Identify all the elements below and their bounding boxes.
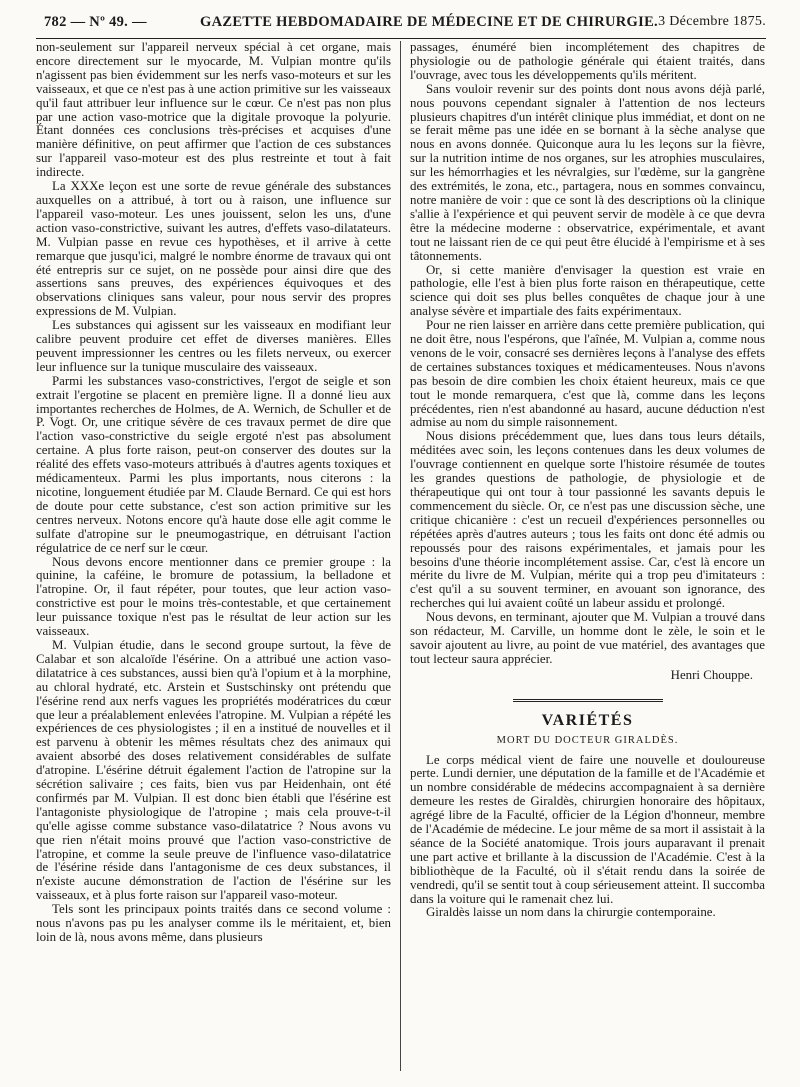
paragraph: non-seulement sur l'appareil nerveux spécial à cet organe, mais encore directement sur le myocarde, M. Vulpian montre qu'ils n'agissent pas bien évidemment sur les nerfs vaso-moteurs et sur les vaisseaux, et que ce n'est pas à une action primitive sur les vaisseaux qu'il faut attribuer leur influence sur le cœur. Ce n'est pas non plus par une action vaso-motrice que la digitale provoque la polyurie. Étant données ces conclusions très-précises et acquises d'une manière définitive, on peut affirmer que l'action de ces substances sur l'appareil vaso-moteur est des plus restreinte et tout à fait indirecte.: [36, 40, 391, 180]
paragraph: Nous disions précédemment que, lues dans tous leurs détails, méditées avec soin, les leçons contenues dans les deux volumes de l'ouvrage contiennent en quelque sorte l'histoire résumée de toutes les grandes questions de pathologie, de physiologie et de thérapeutique qui ont tour à tour passionné les savants depuis le commencement du siècle. Or, ce n'est pas une discussion sèche, une critique chicanière : c'est un recueil d'expériences personnelles ou répétées après d'autres auteurs ; tous les faits ont donc été admis ou repoussés pour des raisons expérimentales, et jamais pour les besoins d'une théorie incomplétement assise. Car, c'est là encore un mérite du livre de M. Vulpian, mérite qui a trop peu d'imitateurs : c'est qu'il a su souvent terminer, en avouant son ignorance, des recherches qui lui avaient coûté un labeur assidu et prolongé.: [410, 429, 765, 611]
issue-date: 3 Décembre 1875.: [658, 14, 766, 29]
page-number: 782 — Nº 49. —: [44, 14, 147, 30]
section-title: VARIÉTÉS: [541, 711, 634, 729]
page-header: [36, 14, 766, 38]
paragraph: M. Vulpian étudie, dans le second groupe surtout, la fève de Calabar et son alcaloïde l'ésérine. On a attribué une action vaso-dilatatrice à ces substances, aussi bien qu'à l'opium et à la morphine, au chloral hydraté, etc. Arstein et Sustschinsky ont prétendu que l'ésérine rend aux nerfs vagues les propriétés modératrices du cœur que leur a préalablement enlevées l'atropine. M. Vulpian a répété les expériences de ces physiologistes ; il en a institué de nouvelles et il est parvenu à obtenir les mêmes résultats chez des animaux qui avaient absorbé des doses relativement considérables de sulfate d'atropine. L'ésérine détruit également l'action de l'atropine sur la sécrétion salivaire ; ces faits, bien vus par Heidenhain, ont été confirmés par M. Vulpian. Il est donc bien établi que l'ésérine est l'antagoniste physiologique de l'atropine ; mais cela prouve-t-il qu'elle agisse comme substance vaso-dilatatrice ? Nous avons vu que rien n'était moins prouvé que l'action vaso-constrictive de l'atropine, et comme la seule preuve de l'influence vaso-dilatatrice de l'ésérine réside dans l'antagonisme de ces deux substances, il n'existe aucune démonstration de l'action de l'ésérine sur les vaisseaux, et à plus forte raison sur l'appareil vaso-moteur.: [36, 637, 391, 903]
paragraph: Nous devons encore mentionner dans ce premier groupe : la quinine, la caféine, le bromure de potassium, la belladone et l'atropine. Or, il faut répéter, pour toutes, que leur action vaso-constrictive est pour le moins très-contestable, et que certainement leur puissance toxique n'est pas le résultat de leur action sur les vaisseaux.: [36, 554, 391, 639]
left-column: [36, 41, 391, 945]
newspaper-page: [36, 0, 766, 1087]
paragraph: Giraldès laisse un nom dans la chirurgie contemporaine.: [426, 905, 716, 920]
paragraph: Or, si cette manière d'envisager la question est vraie en pathologie, elle l'est à bien plus forte raison en thérapeutique, cette science qui doit ses plus belles conquêtes de chaque jour à une analyse sévère et impartiale des faits expérimentaux.: [410, 262, 765, 319]
paragraph: passages, énuméré bien incomplétement des chapitres de physiologie ou de pathologie générale qui étaient traités, dans l'ouvrage, avec tous les développements qu'ils méritent.: [410, 40, 765, 82]
journal-title: GAZETTE HEBDOMADAIRE DE MÉDECINE ET DE CHIRURGIE.: [200, 14, 658, 30]
paragraph: La XXXe leçon est une sorte de revue générale des substances auxquelles on a attribué, à tort ou à raison, une influence sur l'appareil vaso-moteur. Les unes jouissent, selon les uns, d'une action vaso-constrictive, suivant les autres, d'effets vaso-dilatateurs. M. Vulpian passe en revue ces hypothèses, et il arrive à cette remarque que jusqu'ici, malgré le nombre énorme de travaux qui ont été entrepris sur ce sujet, on ne possède pour ainsi dire que des assertions sans preuves, des expériences équivoques et des observations cliniques sans valeur, pour nous servir des propres expressions de M. Vulpian.: [36, 179, 391, 319]
column-divider: [400, 41, 401, 1071]
paragraph: Sans vouloir revenir sur des points dont nous avons déjà parlé, nous pouvons cependant signaler à l'attention de nos lecteurs plusieurs chapitres d'un intérêt clinique plus immédiat, et dont on ne se ferait même pas une idée en se bornant à la sèche analyse que nous en avons donnée. Quiconque aura lu les leçons sur la fièvre, sur la nutrition intime de nos organes, sur les atrophies musculaires, sur les hémorrhagies et les névralgies, sur l'œdème, sur la gangrène des extrémités, le zona, etc., partagera, nous en sommes convaincu, notre manière de voir : que ce sont là des descriptions où la clinique s'allie à l'expérience et qui peuvent servir de modèle à ce que devra être la médecine moderne : observatrice, expérimentale, et avant tout ne laissant rien de ce qui peut être élucidé à l'empirisme et à ses tâtonnements.: [410, 81, 765, 263]
author-signature: Henri Chouppe.: [670, 667, 753, 682]
paragraph: Les substances qui agissent sur les vaisseaux en modifiant leur calibre peuvent produire cet effet de diverses manières. Elles peuvent impressionner les centres ou les filets nerveux, ou exercer leur influence sur la tunique musculaire des vaisseaux.: [36, 318, 391, 374]
paragraph: Parmi les substances vaso-constrictives, l'ergot de seigle et son extrait l'ergotine se placent en première ligne. Il a donné lieu aux importantes recherches de Holmes, de A. Wernich, de Schuller et de P. Vogt. Or, une critique sévère de ces travaux permet de dire que l'action vaso-constrictive du seigle ergoté n'est pas absolument certaine. A plus forte raison, peut-on conserver des doutes sur la réalité des effets vaso-moteurs attribués à d'autres agents toxiques et médicamenteux. Parmi les plus importants, nous citerons : la nicotine, longuement étudiée par M. Claude Bernard. Ce qui est hors de doute pour cette substance, c'est son action primitive sur les centres nerveux. Notons encore qu'à haute dose elle agit comme le sulfate d'atropine sur le pneumogastrique, en détruisant l'action régulatrice de ce nerf sur le cœur.: [36, 373, 391, 555]
paragraph: Pour ne rien laisser en arrière dans cette première publication, qui ne doit être, nous l'espérons, que l'aînée, M. Vulpian a, comme nous venons de le voir, consacré ses dernières leçons à l'analyse des effets de certaines substances toxiques et médicamenteuses. Nous n'avons pas besoin de dire combien les choix étaient heureux, mais ce que tout le monde remarquera, c'est que là, comme dans les leçons précédentes, rien n'est abandonné au hasard, aucune déduction n'est admise au nom du simple raisonnement.: [410, 318, 765, 430]
section-separator: [513, 699, 663, 702]
section-subtitle: MORT DU DOCTEUR GIRALDÈS.: [496, 734, 679, 746]
header-rule: [36, 38, 766, 39]
paragraph: Tels sont les principaux points traités dans ce second volume : nous n'avons pas pu les analyser comme ils le méritaient, et, bien loin de là, nous avons même, dans plusieurs: [36, 902, 391, 944]
right-column: [410, 41, 765, 920]
paragraph: Nous devons, en terminant, ajouter que M. Vulpian a trouvé dans son rédacteur, M. Carville, un homme dont le zèle, le soin et le savoir ajoutent au livre, au point de vue matériel, des avantages que tout lecteur saura apprécier.: [410, 610, 765, 666]
paragraph: Le corps médical vient de faire une nouvelle et douloureuse perte. Lundi dernier, une députation de la famille et de l'Académie et un nombre considérable de médecins accompagnaient à sa dernière demeure les restes de Giraldès, chirurgien honoraire des hôpitaux, agrégé libre de la Faculté, officier de la Légion d'honneur, membre de l'Académie de médecine. Le jour même de sa mort il assistait à la séance de la Société anatomique. Trois jours auparavant il prenait une part active et brillante à la discussion de l'Académie. C'est à la bibliothèque de la Faculté, où il s'était rendu dans la soirée de vendredi, qu'il se sentit tout à coup sérieusement atteint. Il succomba dans la voiture qui le ramenait chez lui.: [410, 752, 765, 906]
